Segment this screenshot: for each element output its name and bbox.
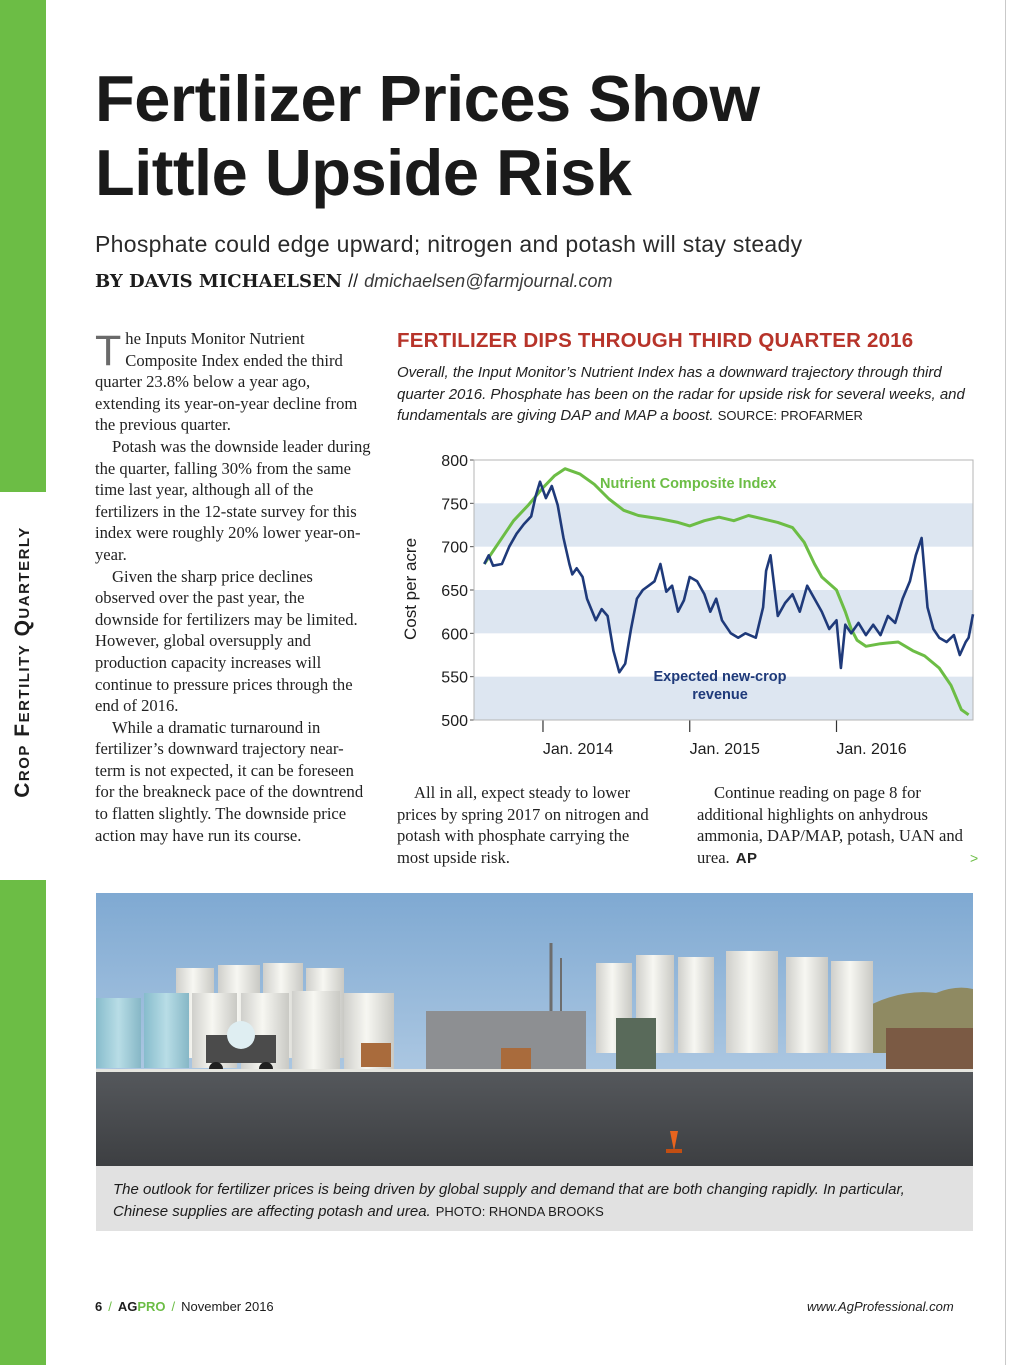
- article-column-2: [397, 782, 663, 868]
- side-accent-bar-bottom: [0, 880, 46, 1365]
- series-label-revenue-line2: revenue: [692, 687, 748, 703]
- x-axis: [543, 720, 907, 758]
- paragraph: [697, 782, 979, 869]
- section-label: Crop Fertility Quarterly: [11, 526, 34, 798]
- footer-slash: /: [171, 1299, 176, 1314]
- end-mark: AP: [735, 849, 758, 867]
- byline-separator: //: [348, 271, 359, 291]
- footer-slash: /: [108, 1299, 112, 1314]
- y-tick-label: 500: [441, 713, 468, 730]
- paragraph: All in all, expect steady to lower prices by spring 2017 on nitrogen and potash with phosphate carrying the most upside risk.: [397, 783, 649, 867]
- y-tick-label: 550: [441, 669, 468, 687]
- y-tick-label: 750: [441, 496, 468, 514]
- publication-name-ag: AG: [117, 1299, 138, 1314]
- series-label-revenue-line1: Expected new-crop: [653, 669, 787, 685]
- footer-url[interactable]: www.AgProfessional.com: [807, 1299, 954, 1314]
- y-tick-label: 700: [441, 539, 468, 557]
- headline: [95, 62, 995, 210]
- x-tick-label: Jan. 2014: [542, 741, 614, 758]
- continue-arrow-icon[interactable]: >: [970, 850, 979, 866]
- x-tick-label: Jan. 2016: [836, 741, 907, 758]
- x-tick-label: Jan. 2015: [689, 741, 760, 758]
- chart-title: FERTILIZER DIPS THROUGH THIRD QUARTER 2016: [397, 329, 914, 352]
- footer-folio: [95, 1299, 274, 1314]
- y-tick-label: 800: [441, 453, 468, 470]
- article-column-3: [697, 782, 979, 869]
- article-column-1: [95, 328, 371, 846]
- author-email[interactable]: dmichaelsen@farmjournal.com: [364, 271, 613, 291]
- paragraph: [95, 328, 371, 436]
- byline: [95, 271, 613, 292]
- drop-cap: T: [95, 327, 122, 375]
- photo-credit: PHOTO: RHONDA BROOKS: [435, 1204, 604, 1219]
- paragraph: Given the sharp price declines observed over the past year, the downside for fertilizers may be limited. However, global oversupply and production capacity increases will continue to pressure prices through the end of 2016.: [95, 566, 358, 716]
- publication-name-pro: PRO: [137, 1299, 166, 1314]
- y-tick-label: 600: [441, 626, 468, 644]
- paragraph: Potash was the downside leader during the quarter, falling 30% from the same time last year, although all of the fertilizers in the 12-state survey for this index were roughly 20% lower year-on-year.: [95, 436, 371, 564]
- series-label-nutrient-index: Nutrient Composite Index: [600, 476, 777, 492]
- page-edge-rule: [1005, 0, 1006, 1365]
- photo: [96, 893, 973, 1166]
- grid-band: [474, 503, 973, 546]
- paragraph: While a dramatic turnaround in fertilizer’s downward trajectory near-term is not expected, it can be foreseen for the breakneck pace of the downtrend to flatten slightly. The downside price action may have run its course.: [95, 717, 364, 845]
- publication-name: [118, 1299, 166, 1314]
- photo-caption-text: The outlook for fertilizer prices is being driven by global supply and demand that are both changing rapidly. In particular, Chinese supplies are affecting potash and urea.: [113, 1181, 905, 1220]
- headline-line-2: Little Upside Risk: [95, 136, 632, 209]
- subheadline: Phosphate could edge upward; nitrogen and potash will stay steady: [95, 231, 803, 257]
- paragraph-text: Continue reading on page 8 for additional highlights on anhydrous ammonia, DAP/MAP, potash, UAN and urea.: [697, 783, 963, 867]
- photo-caption: [96, 1166, 973, 1231]
- chart-caption-text: Overall, the Input Monitor’s Nutrient Index has a downward trajectory through third quarter 2016. Phosphate has been on the radar for upside risk for several weeks, and fundamentals are giving DAP and MAP a boost.: [397, 364, 965, 424]
- paragraph-text: he Inputs Monitor Nutrient Composite Index ended the third quarter 23.8% below a year ago, extending its year-on-year decline from the previous quarter.: [95, 329, 358, 435]
- line-chart: [395, 445, 985, 765]
- fertilizer-plant-photo: [96, 893, 973, 1166]
- y-axis: [441, 453, 474, 730]
- y-axis-label: Cost per acre: [401, 537, 420, 641]
- side-accent-bar-top: [0, 0, 46, 492]
- page-number: 6: [95, 1299, 103, 1314]
- author-name: BY DAVIS MICHAELSEN: [95, 271, 343, 292]
- y-tick-label: 650: [441, 583, 468, 600]
- chart-source: SOURCE: PROFARMER: [717, 408, 863, 423]
- headline-line-1: Fertilizer Prices Show: [95, 62, 760, 135]
- chart-caption: [397, 362, 977, 427]
- issue-date: November 2016: [181, 1299, 274, 1314]
